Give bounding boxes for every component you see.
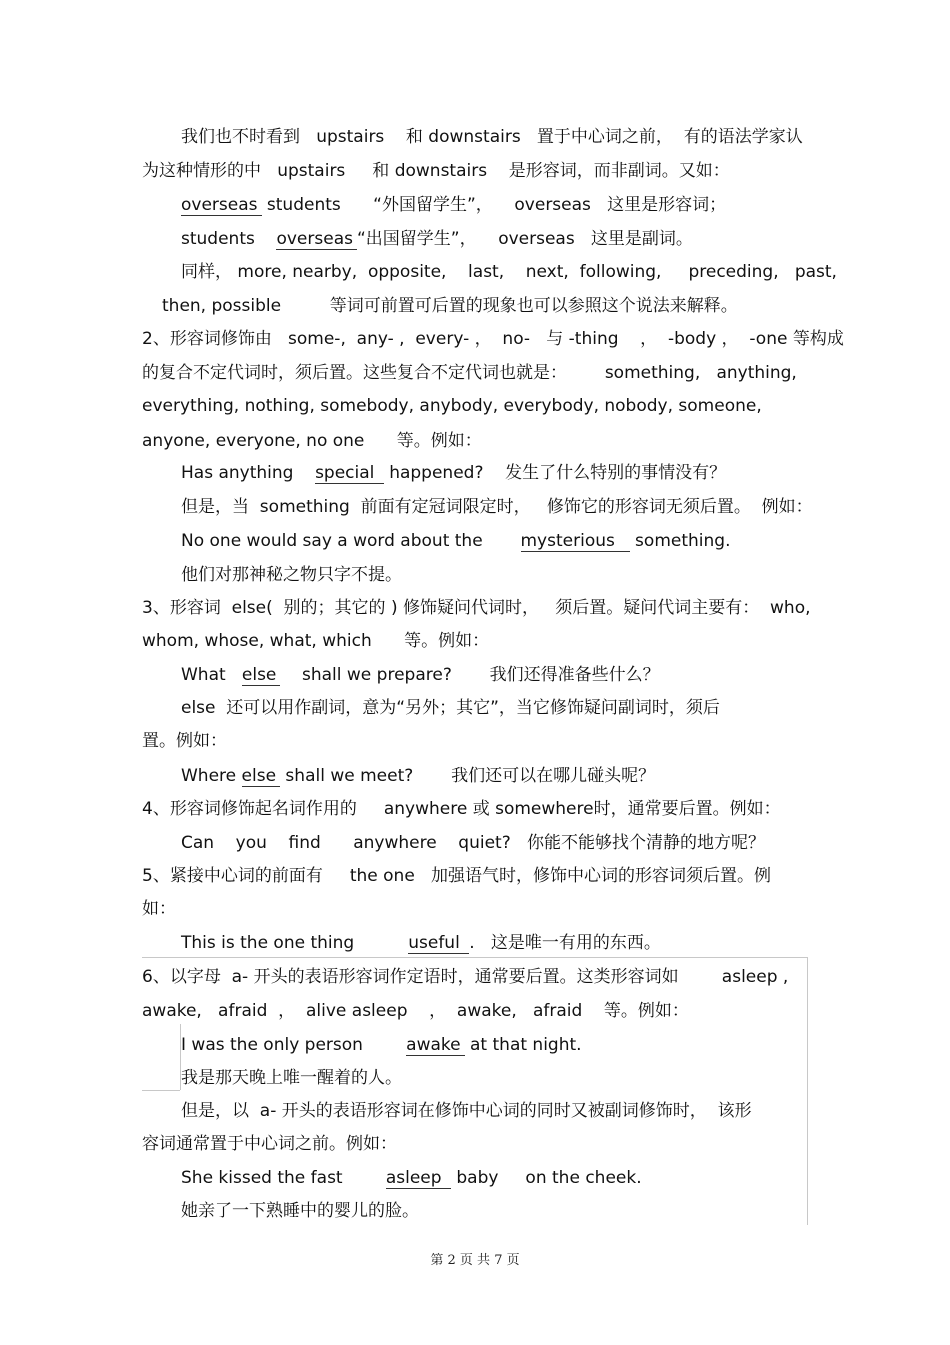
section-box-right xyxy=(807,957,808,1225)
text-segment: else 还可以用作副词，意为“另外；其它”，当它修饰疑问副词时，须后 xyxy=(181,698,720,718)
text-line xyxy=(142,362,797,384)
text-segment: students “外国留学生”， overseas 这里是形容词； xyxy=(261,195,727,215)
text-line xyxy=(142,430,482,452)
text-segment: shall we prepare? 我们还得准备些什么？ xyxy=(280,665,660,685)
text-segment: 但是，当 something 前面有定冠词限定时， 修饰它的形容词无须后置。 例如： xyxy=(181,497,813,517)
text-segment: 6、以字母 a- 开头的表语形容词作定语时，通常要后置。这类形容词如 asleep , xyxy=(142,967,789,987)
text-line xyxy=(181,496,813,518)
text-segment: Has anything xyxy=(181,463,316,483)
text-segment: . 这是唯一有用的东西。 xyxy=(469,933,661,953)
text-line xyxy=(181,1034,582,1056)
text-line xyxy=(181,664,660,686)
text-segment: 但是，以 a- 开头的表语形容词在修饰中心词的同时又被副词修饰时， 该形 xyxy=(181,1101,752,1121)
text-segment: at that night. xyxy=(464,1035,582,1055)
text-line xyxy=(142,160,730,182)
text-segment: No one would say a word about the xyxy=(181,531,521,551)
text-segment: Can you find anywhere quiet? 你能不能够找个清静的地方呢？ xyxy=(181,833,765,853)
text-line xyxy=(142,730,227,752)
fill-blank-answer: overseas xyxy=(181,196,262,216)
text-segment: 的复合不定代词时，须后置。这些复合不定代词也就是： something, anything, xyxy=(142,363,797,383)
text-segment: I was the only person xyxy=(181,1035,407,1055)
text-line xyxy=(181,1100,752,1122)
text-segment: 2、形容词修饰由 some-, any- , every- ， no- 与 -thing ， -body ， -one 等构成 xyxy=(142,329,844,349)
text-segment: then, possible 等词可前置可后置的现象也可以参照这个说法来解释。 xyxy=(162,296,738,316)
text-line xyxy=(181,462,726,484)
text-segment: 容词通常置于中心词之前。例如： xyxy=(142,1134,397,1154)
text-segment: She kissed the fast xyxy=(181,1168,386,1188)
text-segment: 如： xyxy=(142,899,176,919)
text-segment: 他们对那神秘之物只字不提。 xyxy=(181,565,402,585)
text-segment: 我们也不时看到 upstairs 和 downstairs 置于中心词之前， 有的语法学家认 xyxy=(181,127,803,147)
text-line xyxy=(181,765,655,787)
text-line xyxy=(142,395,762,417)
text-line xyxy=(181,832,765,854)
text-segment: students xyxy=(181,229,277,249)
text-line xyxy=(142,966,788,988)
text-segment: everything, nothing, somebody, anybody, everybody, nobody, someone, xyxy=(142,396,762,416)
text-line xyxy=(181,530,730,552)
text-line xyxy=(181,1200,419,1222)
text-segment: anyone, everyone, no one 等。例如： xyxy=(142,431,482,451)
text-line xyxy=(181,932,661,954)
text-line xyxy=(181,564,402,586)
text-line xyxy=(181,228,693,250)
fill-blank-answer: useful xyxy=(408,934,469,954)
text-segment: whom, whose, what, which 等。例如： xyxy=(142,631,490,651)
text-segment: Where xyxy=(181,766,242,786)
text-segment: “出国留学生”， overseas 这里是副词。 xyxy=(356,229,693,249)
text-line xyxy=(142,328,844,350)
text-segment: 置。例如： xyxy=(142,731,227,751)
fill-blank-answer: awake xyxy=(406,1036,464,1056)
text-segment: shall we meet? 我们还可以在哪儿碰头呢？ xyxy=(280,766,656,786)
fill-blank-answer: mysterious xyxy=(521,532,630,552)
fill-blank-answer: else xyxy=(242,666,281,686)
text-line xyxy=(142,597,811,619)
text-line xyxy=(162,295,738,317)
text-segment: 同样， more, nearby, opposite, last, next, following, preceding, past, xyxy=(181,262,837,282)
page-footer: 第 2 页 共 7 页 xyxy=(430,1253,520,1268)
text-segment: awake, afraid ， alive asleep ， awake, afraid 等。例如： xyxy=(142,1001,689,1021)
text-line xyxy=(142,798,781,820)
text-line xyxy=(181,1167,642,1189)
text-line xyxy=(181,126,803,148)
text-line xyxy=(142,898,176,920)
text-segment: baby on the cheek. xyxy=(450,1168,642,1188)
fill-blank-answer: asleep xyxy=(386,1169,451,1189)
text-segment: 5、紧接中心词的前面有 the one 加强语气时，修饰中心词的形容词须后置。例 xyxy=(142,866,771,886)
text-segment: 4、形容词修饰起名词作用的 anywhere 或 somewhere时，通常要后置。例如： xyxy=(142,799,781,819)
text-line xyxy=(142,865,771,887)
text-line xyxy=(142,630,489,652)
text-segment: something. xyxy=(629,531,731,551)
text-segment: 我是那天晚上唯一醒着的人。 xyxy=(181,1068,402,1088)
text-line xyxy=(181,1067,402,1089)
fill-blank-answer: else xyxy=(242,767,281,787)
text-line xyxy=(142,1133,397,1155)
text-segment: This is the one thing xyxy=(181,933,409,953)
section-box-top xyxy=(142,957,808,958)
section-box-inner-bottom xyxy=(142,1090,180,1091)
text-segment: 为这种情形的中 upstairs 和 downstairs 是形容词，而非副词。又如： xyxy=(142,161,730,181)
text-segment: happened? 发生了什么特别的事情没有？ xyxy=(383,463,727,483)
text-segment: 3、形容词 else( 别的；其它的 ) 修饰疑问代词时， 须后置。疑问代词主要有： who, xyxy=(142,598,811,618)
text-line xyxy=(142,1000,689,1022)
text-line xyxy=(181,194,726,216)
text-line xyxy=(181,697,720,719)
fill-blank-answer: special xyxy=(315,464,384,484)
text-segment: 她亲了一下熟睡中的婴儿的脸。 xyxy=(181,1201,419,1221)
text-segment: What xyxy=(181,665,242,685)
text-line xyxy=(181,261,837,283)
fill-blank-answer: overseas xyxy=(276,230,357,250)
